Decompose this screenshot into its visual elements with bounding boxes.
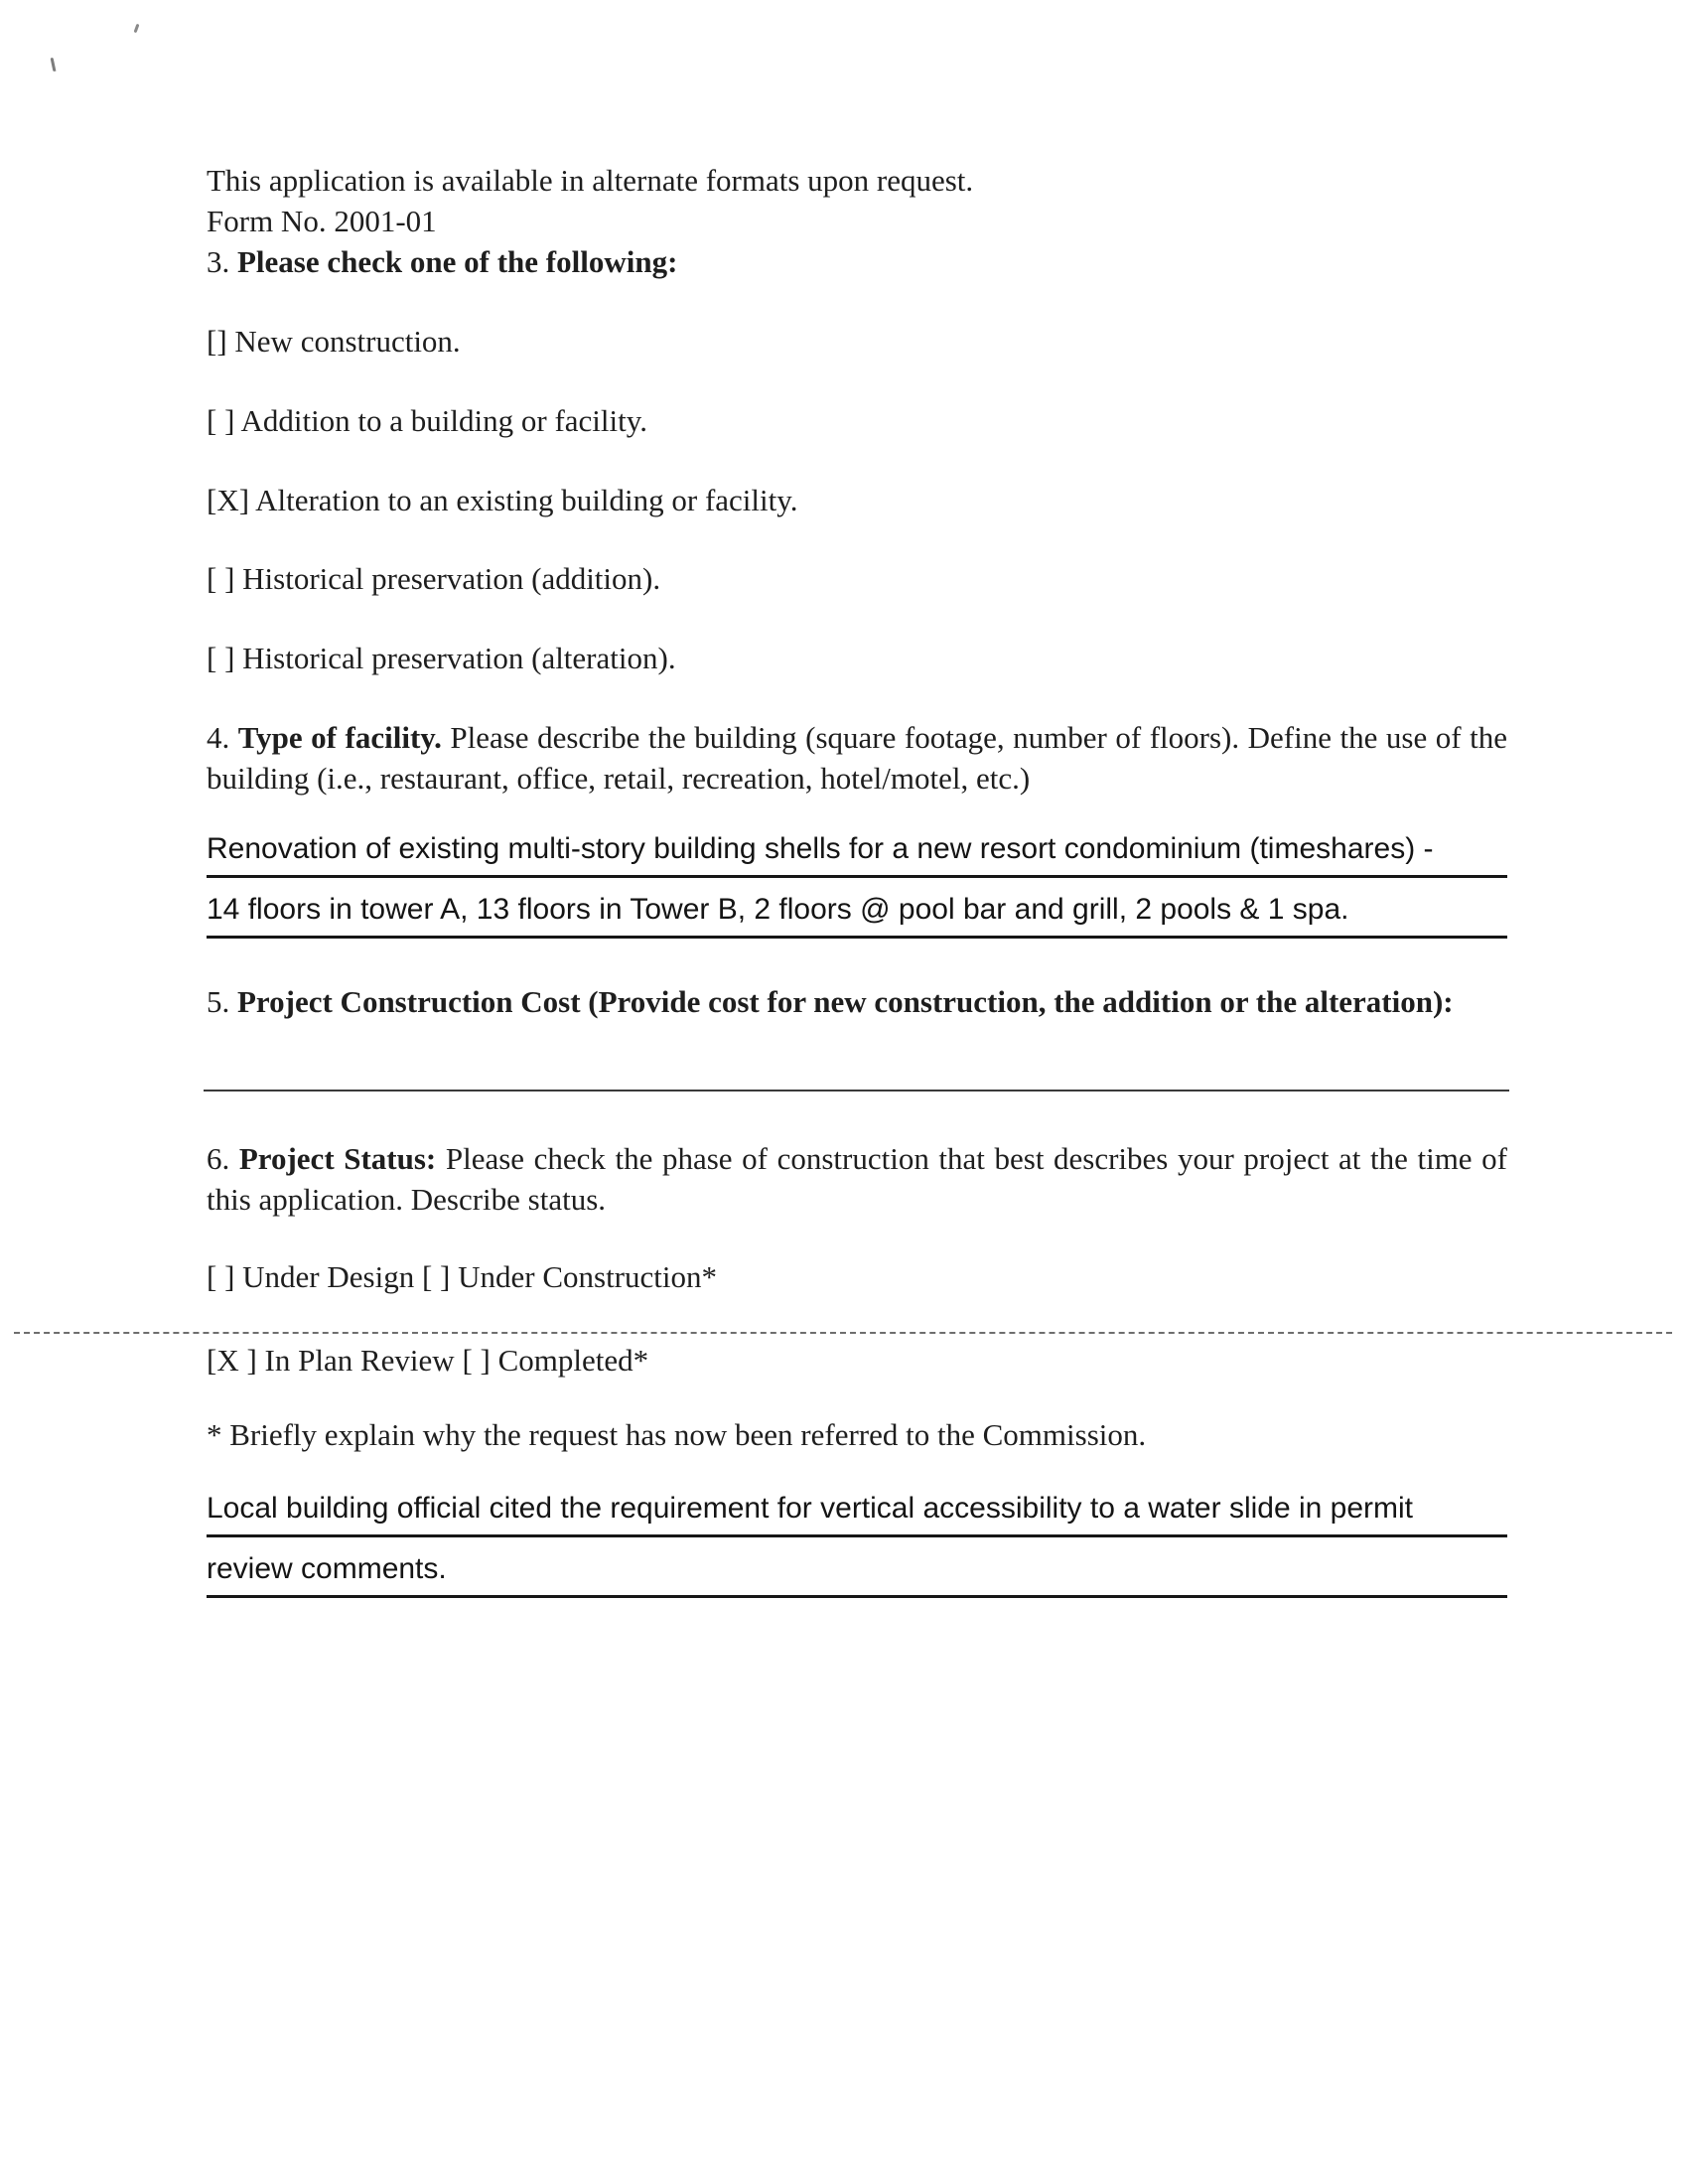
- section-5-number: 5.: [207, 984, 230, 1019]
- section-3-number: 3.: [207, 244, 230, 279]
- section-4-title: Type of facility.: [237, 720, 442, 755]
- section-4-body: Please describe the building (square footage, number of floors). Define the use of the building (i.e., restaurant, office, retail, recreation, hotel/motel, etc.): [207, 720, 1508, 796]
- section-4-number: 4.: [207, 720, 230, 755]
- scan-artifact: [134, 24, 140, 33]
- option-historical-addition: [207, 559, 1507, 599]
- section-6-title: Project Status:: [238, 1141, 437, 1176]
- referral-answer-line-2: review comments.: [207, 1549, 1507, 1598]
- section-6-number: 6.: [207, 1141, 230, 1176]
- option-new-construction: [207, 322, 1507, 362]
- section-6-paragraph: [207, 1138, 1507, 1220]
- checkbox-under-construction: [ ]: [421, 1259, 451, 1294]
- alternate-formats-notice: This application is available in alternate formats upon request.: [207, 163, 974, 198]
- checkbox-in-plan-review-checked: [X ]: [207, 1343, 257, 1378]
- checkbox-new-construction: []: [207, 324, 227, 359]
- status-row-1: [207, 1257, 1507, 1297]
- section-5-heading: [207, 981, 1507, 1022]
- option-label: Historical preservation (addition).: [242, 561, 661, 596]
- facility-answer-line-1: Renovation of existing multi-story building shells for a new resort condominium (timeshares) -: [207, 829, 1507, 878]
- status-label: In Plan Review: [264, 1343, 455, 1378]
- section-3-title: Please check one of the following:: [237, 244, 678, 279]
- checkbox-historical-alteration: [ ]: [207, 641, 235, 675]
- referral-note: * Briefly explain why the request has now been referred to the Commission.: [207, 1417, 1147, 1452]
- status-label: Under Construction*: [458, 1259, 717, 1294]
- option-label: New construction.: [234, 324, 461, 359]
- section-3-heading: [207, 242, 1507, 282]
- scan-line-artifact: [14, 1332, 1672, 1334]
- facility-answer: [207, 829, 1507, 950]
- checkbox-under-design: [ ]: [207, 1259, 235, 1294]
- referral-answer: [207, 1489, 1507, 1610]
- checkbox-alteration-checked: [X]: [207, 483, 250, 517]
- option-addition: [207, 401, 1507, 441]
- referral-answer-line-1: Local building official cited the requirement for vertical accessibility to a water slide in permit: [207, 1489, 1507, 1537]
- section-5-title: Project Construction Cost (Provide cost for new construction, the addition or the alteration):: [237, 984, 1454, 1019]
- scan-artifact: [51, 58, 57, 72]
- option-label: Alteration to an existing building or facility.: [255, 483, 798, 517]
- form-number: Form No. 2001-01: [207, 204, 437, 238]
- checkbox-historical-addition: [ ]: [207, 561, 235, 596]
- checkbox-completed: [ ]: [462, 1343, 491, 1378]
- status-row-2: [207, 1341, 1507, 1381]
- option-alteration: [207, 481, 1507, 520]
- checkbox-addition: [ ]: [207, 403, 235, 438]
- facility-answer-line-2: 14 floors in tower A, 13 floors in Tower B, 2 floors @ pool bar and grill, 2 pools & 1 spa.: [207, 890, 1507, 939]
- section-4-paragraph: [207, 717, 1507, 799]
- status-label: Completed*: [497, 1343, 649, 1378]
- status-label: Under Design: [242, 1259, 415, 1294]
- option-label: Addition to a building or facility.: [240, 403, 647, 438]
- construction-cost-blank-line: [204, 1090, 1509, 1092]
- option-label: Historical preservation (alteration).: [242, 641, 676, 675]
- section-6-body: Please check the phase of construction that best describes your project at the time of this application. Describe status.: [207, 1141, 1507, 1217]
- option-historical-alteration: [207, 639, 1507, 678]
